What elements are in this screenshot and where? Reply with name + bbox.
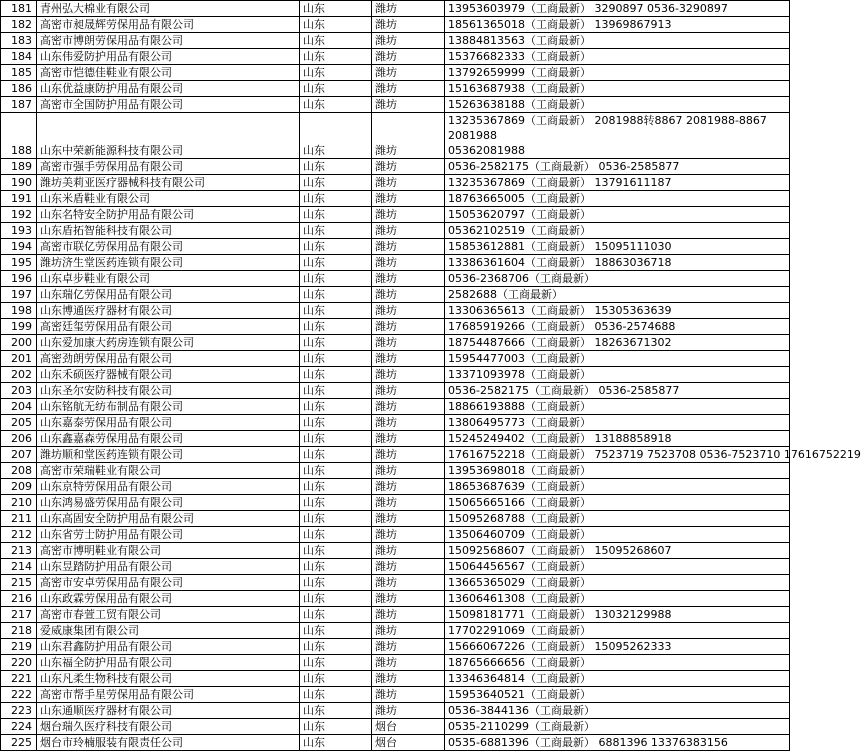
phone-numbers: 18765666656（工商最新） [445, 655, 790, 671]
company-name: 潍坊济生堂医药连锁有限公司 [37, 255, 300, 271]
row-number: 222 [1, 687, 37, 703]
phone-numbers: 15053620797（工商最新） [445, 207, 790, 223]
row-number: 188 [1, 113, 37, 159]
table-row [1, 239, 790, 255]
city: 潍坊 [372, 607, 445, 623]
province: 山东 [300, 575, 372, 591]
table-row [1, 703, 790, 719]
company-name: 高密市昶晟辉劳保用品有限公司 [37, 17, 300, 33]
company-name: 烟台瑞久医疗科技有限公司 [37, 719, 300, 735]
row-number: 192 [1, 207, 37, 223]
table-row [1, 463, 790, 479]
company-name: 山东省劳士防护用品有限公司 [37, 527, 300, 543]
row-number: 221 [1, 671, 37, 687]
province: 山东 [300, 49, 372, 65]
phone-numbers: 13506460709（工商最新） [445, 527, 790, 543]
phone-numbers: 18653687639（工商最新） [445, 479, 790, 495]
province: 山东 [300, 113, 372, 159]
province: 山东 [300, 447, 372, 463]
table-row [1, 495, 790, 511]
city: 潍坊 [372, 239, 445, 255]
table-row [1, 191, 790, 207]
phone-numbers: 18763665005（工商最新） [445, 191, 790, 207]
phone-numbers: 13792659999（工商最新） [445, 65, 790, 81]
row-number: 225 [1, 735, 37, 751]
row-number: 215 [1, 575, 37, 591]
company-name: 山东通顺医疗器材有限公司 [37, 703, 300, 719]
city: 潍坊 [372, 255, 445, 271]
table-row [1, 655, 790, 671]
company-name: 高密市博朗劳保用品有限公司 [37, 33, 300, 49]
city: 潍坊 [372, 303, 445, 319]
phone-numbers: 15263638188（工商最新） [445, 97, 790, 113]
province: 山东 [300, 463, 372, 479]
table-row [1, 271, 790, 287]
phone-numbers: 0536-2368706（工商最新） [445, 271, 790, 287]
company-name: 高密市联亿劳保用品有限公司 [37, 239, 300, 255]
company-name: 青州弘大棉业有限公司 [37, 1, 300, 17]
row-number: 190 [1, 175, 37, 191]
city: 潍坊 [372, 495, 445, 511]
company-name: 山东爱加康大药房连锁有限公司 [37, 335, 300, 351]
row-number: 194 [1, 239, 37, 255]
province: 山东 [300, 207, 372, 223]
company-name: 高密市安卓劳保用品有限公司 [37, 575, 300, 591]
city: 潍坊 [372, 1, 445, 17]
row-number: 206 [1, 431, 37, 447]
row-number: 191 [1, 191, 37, 207]
row-number: 187 [1, 97, 37, 113]
company-name: 山东优益康防护用品有限公司 [37, 81, 300, 97]
company-name: 爱威康集团有限公司 [37, 623, 300, 639]
table-row [1, 575, 790, 591]
table-row [1, 17, 790, 33]
phone-numbers: 18754487666（工商最新） 18263671302 [445, 335, 790, 351]
company-name: 山东米盾鞋业有限公司 [37, 191, 300, 207]
city: 潍坊 [372, 575, 445, 591]
table-row [1, 623, 790, 639]
table-row [1, 543, 790, 559]
row-number: 203 [1, 383, 37, 399]
province: 山东 [300, 239, 372, 255]
table-row [1, 479, 790, 495]
province: 山东 [300, 703, 372, 719]
province: 山东 [300, 33, 372, 49]
city: 潍坊 [372, 447, 445, 463]
table-row [1, 559, 790, 575]
city: 潍坊 [372, 175, 445, 191]
row-number: 197 [1, 287, 37, 303]
phone-numbers: 0535-2110299（工商最新） [445, 719, 790, 735]
row-number: 181 [1, 1, 37, 17]
row-number: 200 [1, 335, 37, 351]
row-number: 183 [1, 33, 37, 49]
row-number: 196 [1, 271, 37, 287]
province: 山东 [300, 607, 372, 623]
row-number: 204 [1, 399, 37, 415]
city: 潍坊 [372, 159, 445, 175]
phone-numbers: 17702291069（工商最新） [445, 623, 790, 639]
phone-numbers: 13665365029（工商最新） [445, 575, 790, 591]
province: 山东 [300, 351, 372, 367]
row-number: 193 [1, 223, 37, 239]
row-number: 198 [1, 303, 37, 319]
city: 潍坊 [372, 591, 445, 607]
table-row [1, 671, 790, 687]
company-name: 山东禾硕医疗器械有限公司 [37, 367, 300, 383]
company-name: 山东圣尔安防科技有限公司 [37, 383, 300, 399]
city: 潍坊 [372, 351, 445, 367]
phone-numbers: 15098181771（工商最新） 13032129988 [445, 607, 790, 623]
company-name: 高密廷玺劳保用品有限公司 [37, 319, 300, 335]
row-number: 195 [1, 255, 37, 271]
table-row [1, 49, 790, 65]
row-number: 217 [1, 607, 37, 623]
table-row [1, 383, 790, 399]
row-number: 214 [1, 559, 37, 575]
table-row [1, 431, 790, 447]
province: 山东 [300, 687, 372, 703]
company-name: 山东福全防护用品有限公司 [37, 655, 300, 671]
company-name: 山东博通医疗器材有限公司 [37, 303, 300, 319]
company-name: 山东京特劳保用品有限公司 [37, 479, 300, 495]
city: 潍坊 [372, 399, 445, 415]
city: 潍坊 [372, 623, 445, 639]
city: 潍坊 [372, 559, 445, 575]
row-number: 202 [1, 367, 37, 383]
phone-numbers: 17685919266（工商最新） 0536-2574688 [445, 319, 790, 335]
phone-numbers: 13953698018（工商最新） [445, 463, 790, 479]
city: 潍坊 [372, 335, 445, 351]
table-row [1, 175, 790, 191]
row-number: 185 [1, 65, 37, 81]
row-number: 218 [1, 623, 37, 639]
phone-numbers: 0536-3844136（工商最新） [445, 703, 790, 719]
city: 潍坊 [372, 431, 445, 447]
province: 山东 [300, 271, 372, 287]
table-row [1, 591, 790, 607]
row-number: 182 [1, 17, 37, 33]
province: 山东 [300, 415, 372, 431]
company-name: 山东中荣新能源科技有限公司 [37, 113, 300, 159]
city: 潍坊 [372, 543, 445, 559]
city: 潍坊 [372, 383, 445, 399]
row-number: 199 [1, 319, 37, 335]
province: 山东 [300, 591, 372, 607]
row-number: 209 [1, 479, 37, 495]
table-row [1, 335, 790, 351]
row-number: 219 [1, 639, 37, 655]
phone-numbers: 15092568607（工商最新） 15095268607 [445, 543, 790, 559]
phone-numbers: 13606461308（工商最新） [445, 591, 790, 607]
city: 潍坊 [372, 113, 445, 159]
phone-numbers: 15953640521（工商最新） [445, 687, 790, 703]
city: 烟台 [372, 719, 445, 735]
phone-numbers: 13371093978（工商最新） [445, 367, 790, 383]
city: 潍坊 [372, 319, 445, 335]
table-row [1, 735, 790, 751]
company-name: 高密市博明鞋业有限公司 [37, 543, 300, 559]
city: 潍坊 [372, 287, 445, 303]
company-name: 山东高固安全防护用品有限公司 [37, 511, 300, 527]
city: 烟台 [372, 735, 445, 751]
phone-numbers: 13884813563（工商最新） [445, 33, 790, 49]
table-row [1, 351, 790, 367]
city: 潍坊 [372, 223, 445, 239]
phone-numbers: 2582688（工商最新） [445, 287, 790, 303]
province: 山东 [300, 511, 372, 527]
company-name: 山东鑫嘉森劳保用品有限公司 [37, 431, 300, 447]
table-row [1, 159, 790, 175]
province: 山东 [300, 17, 372, 33]
company-name: 潍坊顺和堂医药连锁有限公司 [37, 447, 300, 463]
table-row [1, 319, 790, 335]
row-number: 208 [1, 463, 37, 479]
company-name: 高密市全国防护用品有限公司 [37, 97, 300, 113]
province: 山东 [300, 671, 372, 687]
row-number: 212 [1, 527, 37, 543]
table-row [1, 255, 790, 271]
table-row [1, 639, 790, 655]
company-name: 山东凡柔生物科技有限公司 [37, 671, 300, 687]
province: 山东 [300, 287, 372, 303]
company-name: 高密市强手劳保用品有限公司 [37, 159, 300, 175]
province: 山东 [300, 495, 372, 511]
city: 潍坊 [372, 479, 445, 495]
phone-numbers: 17616752218（工商最新） 7523719 7523708 0536-7523710 17616752219 [445, 447, 790, 463]
phone-numbers: 0535-6881396（工商最新） 6881396 13376383156 [445, 735, 790, 751]
city: 潍坊 [372, 49, 445, 65]
company-name: 山东名特安全防护用品有限公司 [37, 207, 300, 223]
table-row [1, 527, 790, 543]
row-number: 211 [1, 511, 37, 527]
company-name: 山东卓步鞋业有限公司 [37, 271, 300, 287]
city: 潍坊 [372, 191, 445, 207]
table-row [1, 303, 790, 319]
city: 潍坊 [372, 415, 445, 431]
province: 山东 [300, 383, 372, 399]
table-row [1, 113, 790, 159]
phone-numbers: 15163687938（工商最新） [445, 81, 790, 97]
province: 山东 [300, 191, 372, 207]
province: 山东 [300, 97, 372, 113]
province: 山东 [300, 543, 372, 559]
company-name: 山东瑞亿劳保用品有限公司 [37, 287, 300, 303]
table-row [1, 607, 790, 623]
city: 潍坊 [372, 655, 445, 671]
table-row [1, 97, 790, 113]
city: 潍坊 [372, 17, 445, 33]
phone-numbers: 13346364814（工商最新） [445, 671, 790, 687]
city: 潍坊 [372, 527, 445, 543]
city: 潍坊 [372, 271, 445, 287]
phone-numbers: 0536-2582175（工商最新） 0536-2585877 [445, 383, 790, 399]
table-row [1, 687, 790, 703]
table-row [1, 287, 790, 303]
phone-numbers: 05362102519（工商最新） [445, 223, 790, 239]
phone-numbers: 15954477003（工商最新） [445, 351, 790, 367]
company-name: 山东盾拓智能科技有限公司 [37, 223, 300, 239]
province: 山东 [300, 303, 372, 319]
province: 山东 [300, 655, 372, 671]
row-number: 207 [1, 447, 37, 463]
province: 山东 [300, 431, 372, 447]
table-body [1, 1, 861, 751]
company-name: 山东嘉泰劳保用品有限公司 [37, 415, 300, 431]
table-row [1, 1, 790, 17]
province: 山东 [300, 335, 372, 351]
phone-numbers: 0536-2582175（工商最新） 0536-2585877 [445, 159, 790, 175]
city: 潍坊 [372, 367, 445, 383]
table-row [1, 223, 790, 239]
company-name: 山东鸿易盛劳保用品有限公司 [37, 495, 300, 511]
company-name: 潍坊美莉亚医疗器械科技有限公司 [37, 175, 300, 191]
province: 山东 [300, 1, 372, 17]
city: 潍坊 [372, 463, 445, 479]
phone-numbers: 15064456567（工商最新） [445, 559, 790, 575]
row-number: 213 [1, 543, 37, 559]
table-row [1, 81, 790, 97]
row-number: 186 [1, 81, 37, 97]
phone-numbers: 13806495773（工商最新） [445, 415, 790, 431]
province: 山东 [300, 479, 372, 495]
province: 山东 [300, 159, 372, 175]
company-name: 高密市春萱工贸有限公司 [37, 607, 300, 623]
province: 山东 [300, 255, 372, 271]
phone-numbers: 13953603979（工商最新） 3290897 0536-3290897 [445, 1, 790, 17]
phone-numbers: 18561365018（工商最新） 13969867913 [445, 17, 790, 33]
company-name: 山东伟爱防护用品有限公司 [37, 49, 300, 65]
row-number: 224 [1, 719, 37, 735]
table-row [1, 33, 790, 49]
province: 山东 [300, 527, 372, 543]
phone-numbers: 13306365613（工商最新） 15305363639 [445, 303, 790, 319]
city: 潍坊 [372, 703, 445, 719]
phone-numbers: 15376682333（工商最新） [445, 49, 790, 65]
row-number: 220 [1, 655, 37, 671]
city: 潍坊 [372, 207, 445, 223]
province: 山东 [300, 639, 372, 655]
company-name: 山东铭航无纺布制品有限公司 [37, 399, 300, 415]
province: 山东 [300, 623, 372, 639]
row-number: 184 [1, 49, 37, 65]
company-name: 山东政霖劳保用品有限公司 [37, 591, 300, 607]
company-name: 高密劲朗劳保用品有限公司 [37, 351, 300, 367]
city: 潍坊 [372, 639, 445, 655]
city: 潍坊 [372, 33, 445, 49]
table-row [1, 719, 790, 735]
city: 潍坊 [372, 687, 445, 703]
row-number: 210 [1, 495, 37, 511]
phone-numbers: 18866193888（工商最新） [445, 399, 790, 415]
city: 潍坊 [372, 511, 445, 527]
company-name: 山东君鑫防护用品有限公司 [37, 639, 300, 655]
phone-numbers: 15245249402（工商最新） 13188858918 [445, 431, 790, 447]
province: 山东 [300, 81, 372, 97]
company-name: 高密市荣瑞鞋业有限公司 [37, 463, 300, 479]
province: 山东 [300, 367, 372, 383]
province: 山东 [300, 719, 372, 735]
phone-numbers: 13386361604（工商最新） 18863036718 [445, 255, 790, 271]
table-row [1, 65, 790, 81]
row-number: 205 [1, 415, 37, 431]
row-number: 223 [1, 703, 37, 719]
row-number: 189 [1, 159, 37, 175]
city: 潍坊 [372, 65, 445, 81]
table-row [1, 207, 790, 223]
phone-numbers: 15666067226（工商最新） 15095262333 [445, 639, 790, 655]
company-name: 高密市帮手星劳保用品有限公司 [37, 687, 300, 703]
table-row [1, 415, 790, 431]
city: 潍坊 [372, 671, 445, 687]
province: 山东 [300, 223, 372, 239]
phone-numbers: 15065665166（工商最新） [445, 495, 790, 511]
phone-numbers: 13235367869（工商最新） 2081988转8867 2081988-8867 2081988 05362081988 [445, 113, 790, 159]
city: 潍坊 [372, 97, 445, 113]
province: 山东 [300, 319, 372, 335]
city: 潍坊 [372, 81, 445, 97]
province: 山东 [300, 175, 372, 191]
table-row [1, 399, 790, 415]
phone-numbers: 15095268788（工商最新） [445, 511, 790, 527]
table-row [1, 367, 790, 383]
phone-numbers: 13235367869（工商最新） 13791611187 [445, 175, 790, 191]
row-number: 201 [1, 351, 37, 367]
company-name: 烟台市玲楠服装有限责任公司 [37, 735, 300, 751]
province: 山东 [300, 65, 372, 81]
table-row [1, 511, 790, 527]
company-name: 高密市恺德佳鞋业有限公司 [37, 65, 300, 81]
province: 山东 [300, 735, 372, 751]
table-row [1, 447, 790, 463]
company-name: 山东昱踏防护用品有限公司 [37, 559, 300, 575]
row-number: 216 [1, 591, 37, 607]
phone-numbers: 15853612881（工商最新） 15095111030 [445, 239, 790, 255]
province: 山东 [300, 399, 372, 415]
province: 山东 [300, 559, 372, 575]
